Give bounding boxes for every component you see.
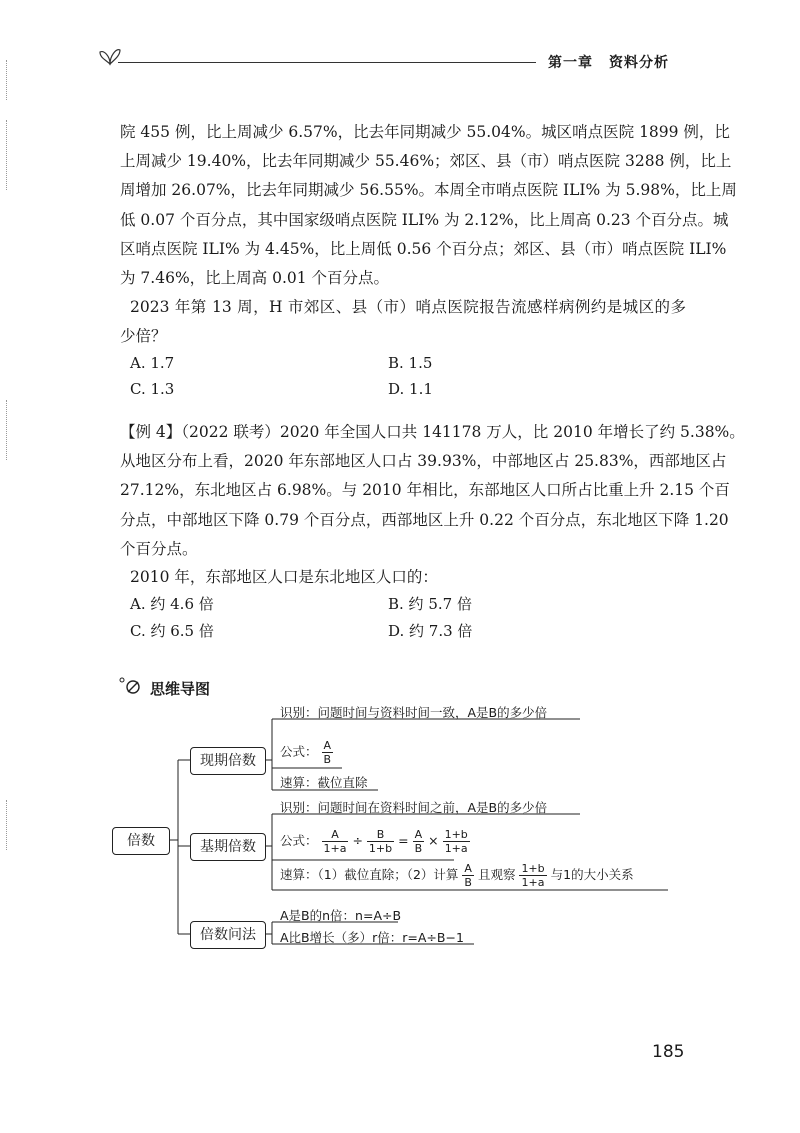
current-identify: 识别：问题时间与资料时间一致，A是B的多少倍: [280, 705, 548, 720]
option-b[interactable]: B. 1.5: [388, 354, 433, 372]
text-line: 个百分点。: [120, 539, 198, 558]
text-line: 为 7.46%，比上周高 0.01 个百分点。: [120, 268, 390, 287]
branch-current-multiple: 现期倍数: [190, 747, 266, 775]
operator: ÷: [352, 833, 363, 848]
operator: =: [398, 833, 409, 848]
option-c[interactable]: C. 约 6.5 倍: [130, 622, 214, 640]
base-speed: [280, 862, 634, 889]
formula-label: 公式：: [280, 744, 318, 759]
text-line: 上周减少 19.40%，比去年同期减少 55.46%；郊区、县（市）哨点医院 3288 例，比上: [120, 152, 732, 171]
fraction: $\frac{A}{1+a}$: [323, 828, 347, 855]
fraction: $\frac{1+b}{1+a}$: [444, 828, 468, 855]
mindmap-root: 倍数: [112, 827, 170, 855]
option-b[interactable]: B. 约 5.7 倍: [388, 595, 472, 613]
text-line: 2023 年第 13 周，H 市郊区、县（市）哨点医院报告流感样病例约是城区的多: [130, 298, 686, 316]
text-line: 分点，中部地区下降 0.79 个百分点，西部地区上升 0.22 个百分点，东北地区下降 1.20: [120, 510, 729, 529]
formula-label: 公式：: [280, 833, 318, 848]
question-2: 2010 年，东部地区人口是东北地区人口的：: [130, 568, 438, 586]
fraction: $\frac{1+b}{1+a}$: [521, 862, 545, 889]
text-line: 周增加 26.07%，比去年同期减少 56.55%。本周全市哨点医院 ILI% 为 5.98%，比上周: [120, 181, 737, 200]
text-line: 【例 4】（2022 联考）2020 年全国人口共 141178 万人，比 2010 年增长了约 5.38%。: [120, 423, 745, 441]
chapter-section: 资料分析: [609, 55, 669, 71]
branch-multiple-questions: 倍数问法: [190, 921, 266, 949]
option-a[interactable]: A. 1.7: [130, 354, 175, 372]
current-speed: 速算：截位直除: [280, 775, 368, 790]
text-line: 区哨点医院 ILI% 为 4.45%，比上周低 0.56 个百分点；郊区、县（市）哨点医院 ILI%: [120, 239, 727, 258]
chapter-number: 第一章: [548, 55, 593, 71]
option-d[interactable]: D. 1.1: [388, 380, 433, 398]
page-number: 185: [652, 1042, 685, 1062]
base-formula: [280, 828, 470, 855]
fraction: $\frac{A}{B}$: [464, 862, 472, 889]
text-line: 院 455 例，比上周减少 6.57%，比去年同期减少 55.04%。城区哨点医院 1899 例，比: [120, 123, 730, 141]
text-line: 少倍？: [120, 327, 167, 346]
text-line: 低 0.07 个百分点，其中国家级哨点医院 ILI% 为 2.12%，比上周高 0.23 个百分点。城: [120, 210, 729, 229]
operator: ×: [428, 833, 439, 848]
fraction: $\frac{A}{B}$: [414, 828, 423, 855]
text-line: 27.12%，东北地区占 6.98%。与 2010 年相比，东部地区人口所占比重上升 2.15 个百: [120, 481, 730, 500]
speed-text: 且观察: [477, 867, 516, 882]
option-c[interactable]: C. 1.3: [130, 380, 175, 398]
speed-text: 与1的大小关系: [550, 867, 634, 882]
speed-text: 速算：（1）截位直除；（2）计算: [280, 867, 459, 882]
fraction: $\frac{A}{B}$: [323, 739, 332, 766]
mindmap-title: 思维导图: [150, 680, 211, 698]
option-a[interactable]: A. 约 4.6 倍: [130, 595, 214, 613]
question-form-1: A是B的n倍：n=A÷B: [280, 908, 402, 923]
branch-base-multiple: 基期倍数: [190, 833, 266, 861]
option-d[interactable]: D. 约 7.3 倍: [388, 622, 473, 640]
question-form-2: A比B增长（多）r倍：r=A÷B−1: [280, 930, 464, 945]
fraction: $\frac{B}{1+b}$: [368, 828, 393, 855]
base-identify: 识别：问题时间在资料时间之前，A是B的多少倍: [280, 800, 548, 815]
text-line: 从地区分布上看，2020 年东部地区人口占 39.93%，中部地区占 25.83%，西部地区占: [120, 452, 727, 471]
current-formula: [280, 739, 333, 766]
